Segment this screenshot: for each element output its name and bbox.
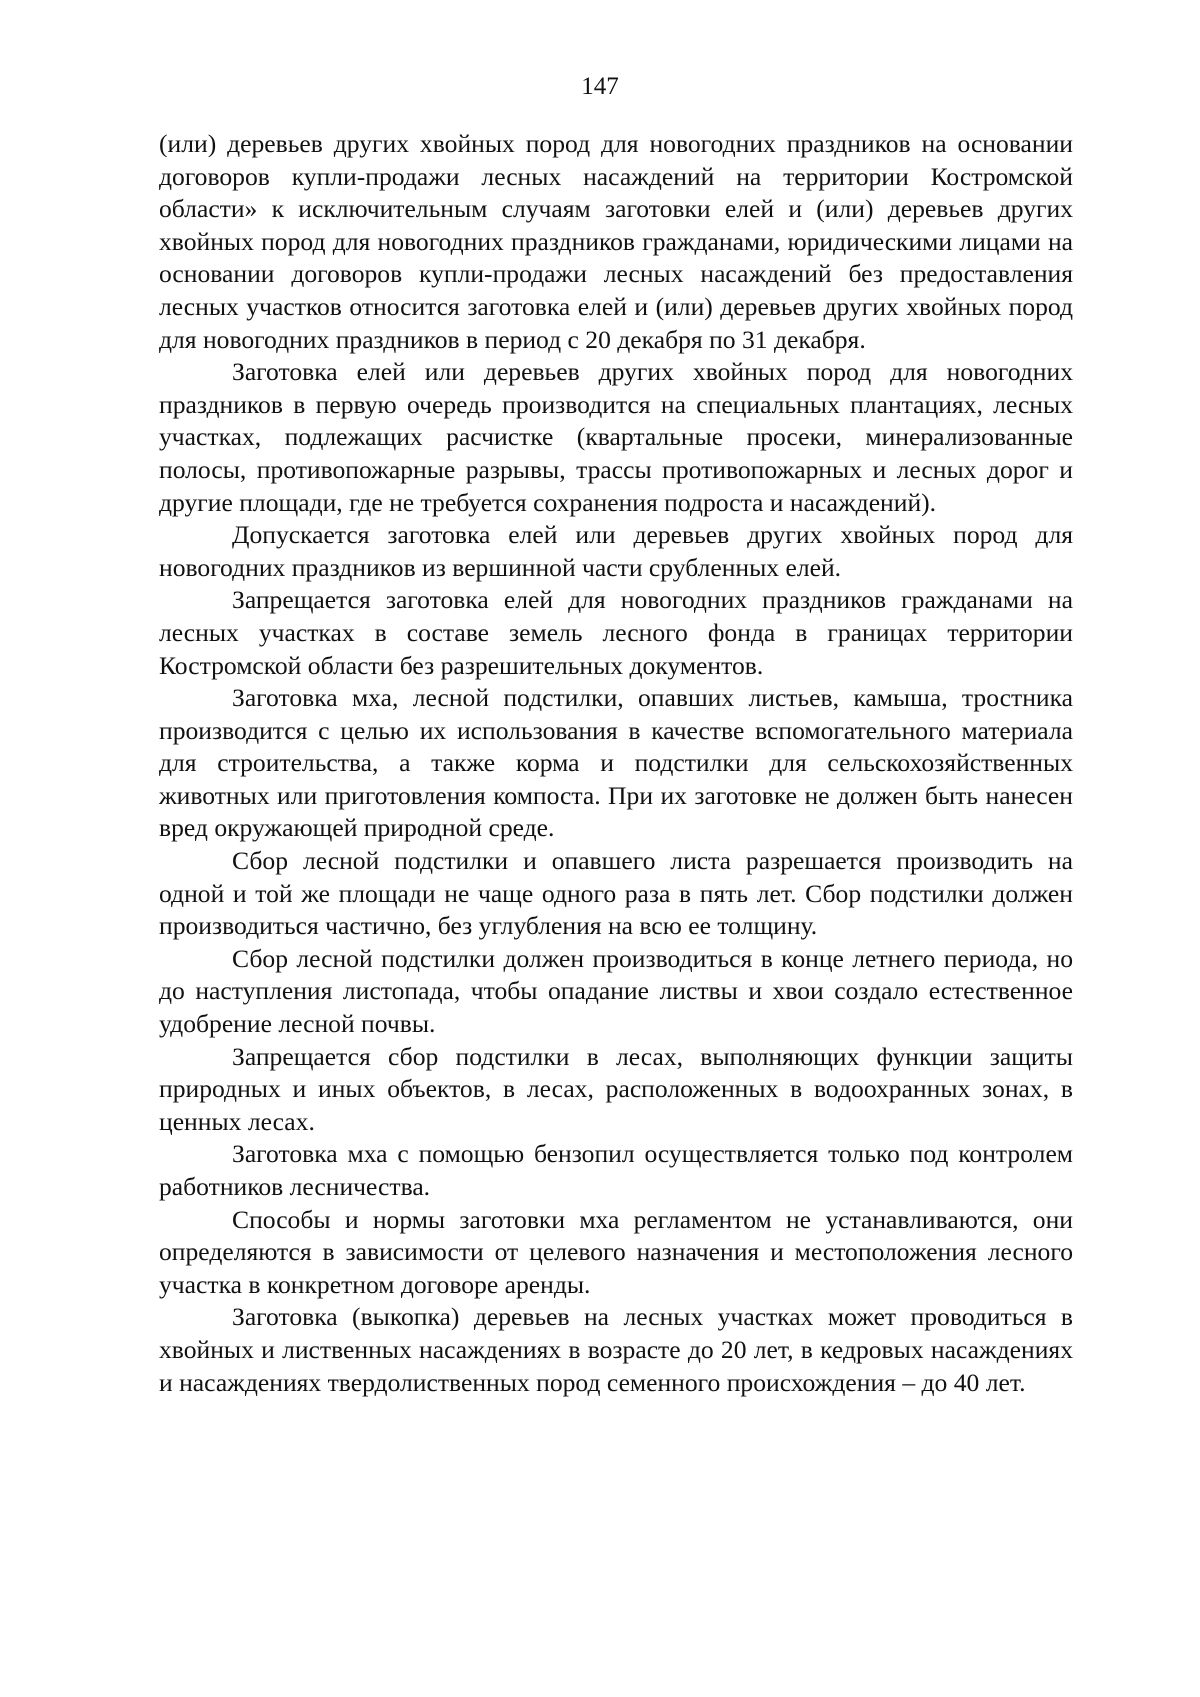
paragraph: Заготовка (выкопка) деревьев на лесных участках может проводиться в хвойных и лиственных насаждениях в возрасте до 20 лет, в кедровых насаждениях и насаждениях твердолиственных пород семенного происхождения – до 40 лет.: [159, 1302, 1073, 1397]
paragraph: Запрещается заготовка елей для новогодних праздников гражданами на лесных участках в составе земель лесного фонда в границах территории Костромской области без разрешительных документов.: [159, 585, 1073, 680]
paragraph: Сбор лесной подстилки должен производиться в конце летнего периода, но до наступления листопада, чтобы опадание листвы и хвои создало естественное удобрение лесной почвы.: [159, 943, 1073, 1039]
document-body: [159, 128, 1073, 1399]
page-number: 147: [581, 73, 619, 100]
paragraph: Допускается заготовка елей или деревьев других хвойных пород для новогодних праздников из вершинной части срубленных елей.: [159, 520, 1073, 582]
paragraph: Заготовка мха, лесной подстилки, опавших листьев, камыша, тростника производится с целью их использования в качестве вспомогательного материала для строительства, а также корма и подстилки для сельскохозяйственных животных или приготовления компоста. При их заготовке не должен быть нанесен вред окружающей природной среде.: [159, 683, 1073, 843]
paragraph-continuation: (или) деревьев других хвойных пород для новогодних праздников на основании договоров купли-продажи лесных насаждений на территории Костромской области» к исключительным случаям заготовки елей и (или) деревьев других хвойных пород для новогодних праздников гражданами, юридическими лицами на основании договоров купли-продажи лесных насаждений без предоставления лесных участков относится заготовка елей и (или) деревьев других хвойных пород для новогодних праздников в период с 20 декабря по 31 декабря.: [159, 129, 1073, 354]
paragraph: Заготовка мха с помощью бензопил осуществляется только под контролем работников лесничества.: [159, 1139, 1073, 1201]
paragraph: Сбор лесной подстилки и опавшего листа разрешается производить на одной и той же площади не чаще одного раза в пять лет. Сбор подстилки должен производиться частично, без углубления на всю ее толщину.: [159, 846, 1073, 941]
paragraph: Способы и нормы заготовки мха регламентом не устанавливаются, они определяются в зависимости от целевого назначения и местоположения лесного участка в конкретном договоре аренды.: [159, 1204, 1073, 1299]
paragraph: Запрещается сбор подстилки в лесах, выполняющих функции защиты природных и иных объектов, в лесах, расположенных в водоохранных зонах, в ценных лесах.: [159, 1041, 1073, 1136]
paragraph: Заготовка елей или деревьев других хвойных пород для новогодних праздников в первую очередь производится на специальных плантациях, лесных участках, подлежащих расчистке (квартальные просеки, минерализованные полосы, противопожарные разрывы, трассы противопожарных и лесных дорог и другие площади, где не требуется сохранения подроста и насаждений).: [159, 357, 1073, 517]
